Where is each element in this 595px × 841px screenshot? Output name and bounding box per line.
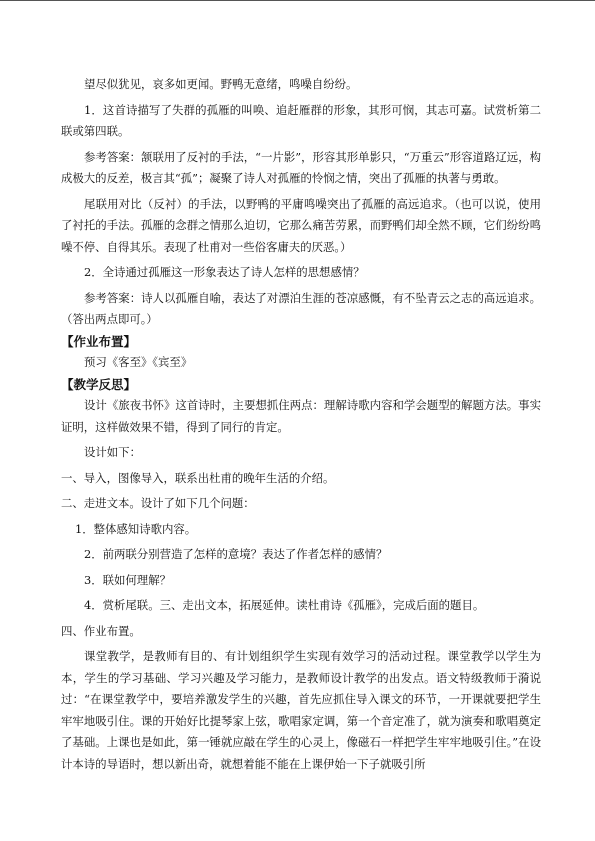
question-1: 1．这首诗描写了失群的孤雁的叫唤、追赶雁群的形象，其形可悯，其志可嘉。试赏析第二联或第四联。 <box>61 102 541 138</box>
answer-2: 参考答案：诗人以孤雁自喻，表达了对漂泊生涯的苍凉感慨，有不坠青云之志的高远追求。（答出两点即可。） <box>61 290 541 326</box>
design-question-4: 4．赏析尾联。三、走出文本，拓展延伸。读杜甫诗《孤雁》，完成后面的题目。 <box>84 598 485 612</box>
design-step-2: 二、走进文本。设计了如下几个问题： <box>61 496 255 510</box>
design-step-4: 四、作业布置。 <box>61 623 141 638</box>
answer-1-continued: 尾联用对比（反衬）的手法，以野鸭的平庸鸣噪突出了孤雁的高远追求。（也可以说，使用了衬托的手法。孤雁的念群之情那么迫切，它那么痛苦劳累，而野鸭们却全然不顾，它们纷纷鸣噪不停、自得其乐。表现了杜甫对一些俗客庸夫的厌恶。） <box>61 196 541 254</box>
answer-1: 参考答案：颔联用了反衬的手法，“一片影”，形容其形单影只，“万重云”形容道路辽远，构成极大的反差，极言其“孤”；凝聚了诗人对孤雁的怜悯之情，突出了孤雁的执著与勇敢。 <box>61 149 541 185</box>
poem-line: 望尽似犹见，哀多如更闻。野鸭无意绪，鸣噪自纷纷。 <box>84 77 358 91</box>
page-top-rule <box>0 0 595 1</box>
homework-heading: 【作业布置】 <box>61 333 137 349</box>
question-2: 2．全诗通过孤雁这一形象表达了诗人怎样的思想感情？ <box>84 265 365 279</box>
reflection-heading: 【教学反思】 <box>61 376 137 392</box>
document-body <box>61 74 541 775</box>
reflection-intro: 设计《旅夜书怀》这首诗时，主要想抓住两点：理解诗歌内容和学会题型的解题方法。事实证明，这样做效果不错，得到了同行的肯定。 <box>61 398 541 434</box>
reflection-closing: 课堂教学，是教师有目的、有计划组织学生实现有效学习的活动过程。课堂教学以学生为本，学生的学习基础、学习兴趣及学习能力，是教师设计教学的出发点。语文特级教师于漪说过：“在课堂教学中，要培养激发学生的兴趣，首先应抓住导入课文的环节，一开课就要把学生牢牢地吸引住。课的开始好比提琴家上弦，歌唱家定调，第一个音定准了，就为演奏和歌唱奠定了基础。上课也是如此，第一锤就应敲在学生的心灵上，像磁石一样把学生牢牢地吸引住。”在设计本诗的导语时，想以新出奇，就想着能不能在上课伊始一下子就吸引所 <box>61 649 541 771</box>
design-label: 设计如下： <box>84 445 141 459</box>
design-question-2: 2．前两联分别营造了怎样的意境？表达了作者怎样的感情？ <box>84 547 388 561</box>
design-step-1: 一、导入，图像导入，联系出杜甫的晚年生活的介绍。 <box>61 470 335 485</box>
design-question-3: 3．联如何理解？ <box>84 572 171 587</box>
homework-text: 预习《客至》《宾至》 <box>84 355 193 369</box>
design-question-1: 1．整体感知诗歌内容。 <box>75 521 197 536</box>
